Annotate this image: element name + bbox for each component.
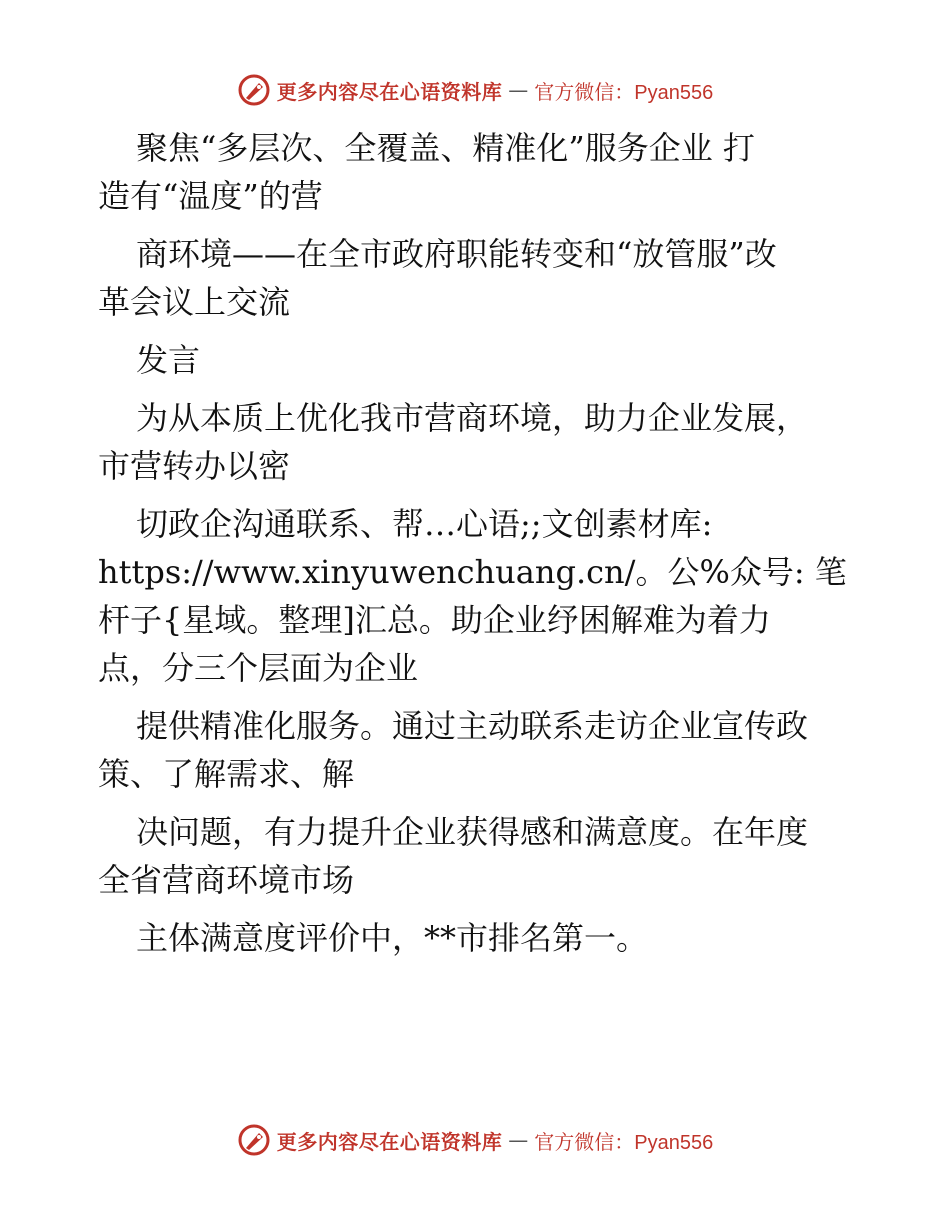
pen-nib-logo-icon <box>237 73 271 107</box>
doc-line: https://www.xinyuwenchuang.cn/。公%众号: 笔 <box>98 553 847 591</box>
doc-line: 策、了解需求、解 <box>98 755 355 793</box>
doc-line: 杆子{星域。整理]汇总。助企业纾困解难为着力 <box>98 601 771 639</box>
banner-text: 更多内容尽在心语资料库 <box>276 79 503 104</box>
document-body <box>98 124 858 962</box>
doc-line: 造有“温度”的营 <box>98 177 323 215</box>
banner-text: 更多内容尽在心语资料库 <box>276 1129 503 1154</box>
doc-line: 市营转办以密 <box>98 447 291 485</box>
doc-line: 点，分三个层面为企业 <box>98 649 419 687</box>
doc-line: 全省营商环境市场 <box>98 861 355 899</box>
doc-line: 主体满意度评价中，**市排名第一。 <box>136 919 649 957</box>
doc-line: 聚焦“多层次、全覆盖、精准化”服务企业 打 <box>136 129 755 167</box>
doc-line: 切政企沟通联系、帮…心语;;文创素材库: <box>136 505 713 543</box>
banner-contact: 官方微信：Pyan556 <box>534 81 714 104</box>
doc-line: 决问题，有力提升企业获得感和满意度。在年度 <box>136 813 809 851</box>
footer-banner <box>0 1122 950 1158</box>
banner-separator: — <box>508 78 529 102</box>
banner-separator: — <box>508 1128 529 1152</box>
doc-line: 为从本质上优化我市营商环境，助力企业发展， <box>136 399 809 437</box>
pen-nib-logo-icon <box>237 1123 271 1157</box>
doc-line: 提供精准化服务。通过主动联系走访企业宣传政 <box>136 707 809 745</box>
doc-line: 发言 <box>136 341 201 379</box>
banner-contact: 官方微信：Pyan556 <box>534 1131 714 1154</box>
doc-line: 商环境——在全市政府职能转变和“放管服”改 <box>136 235 777 273</box>
header-banner <box>0 72 950 108</box>
doc-line: 革会议上交流 <box>98 283 291 321</box>
